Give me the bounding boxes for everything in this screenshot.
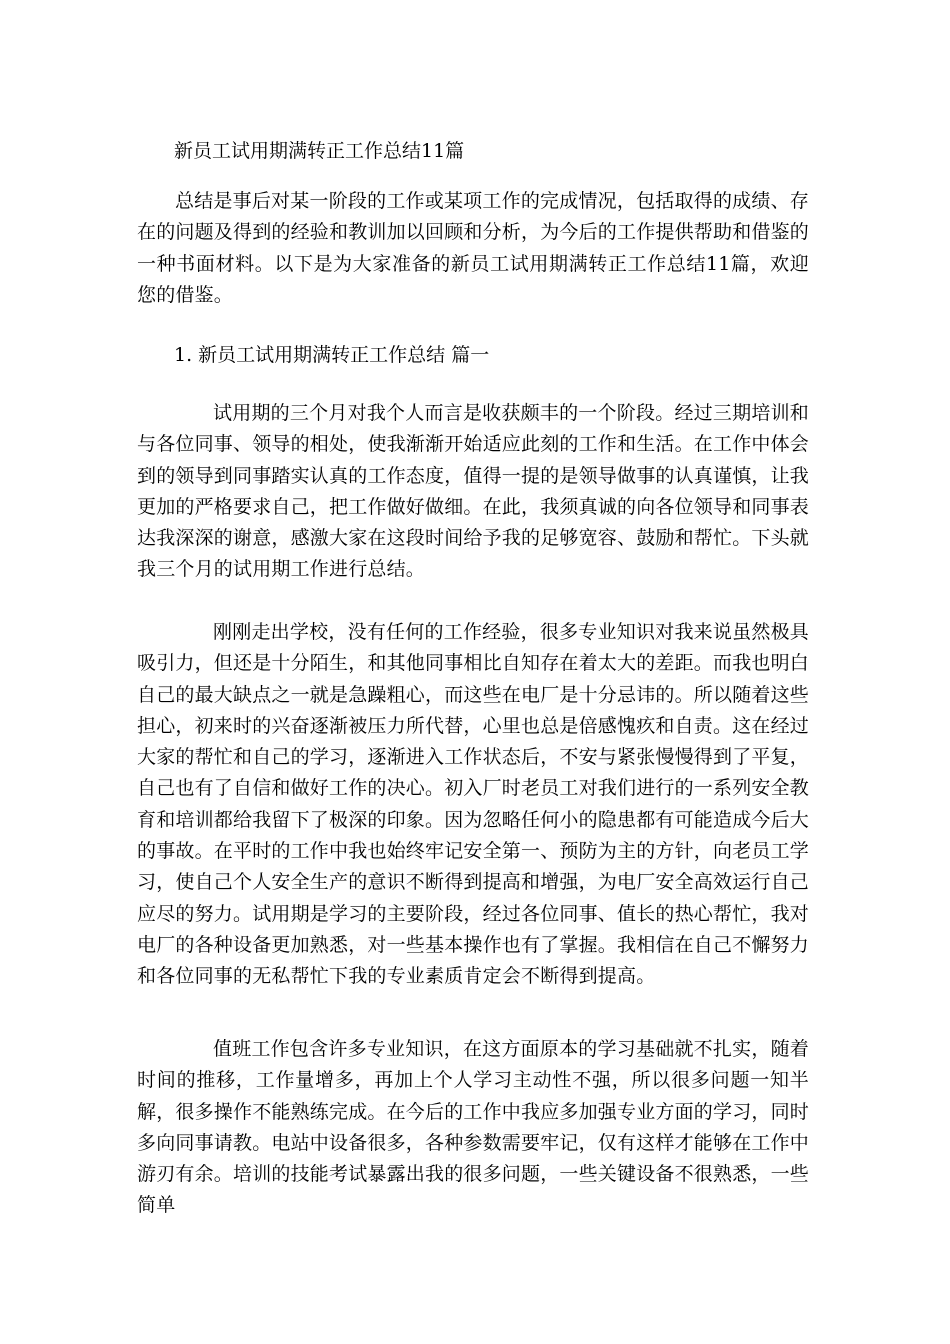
section-heading: 1. 新员工试用期满转正工作总结 篇一 <box>174 344 490 366</box>
body-paragraph-2: 刚刚走出学校，没有任何的工作经验，很多专业知识对我来说虽然极具吸引力，但还是十分陌生，和其他同事相比自知存在着太大的差距。而我也明白自己的最大缺点之一就是急躁粗心，而这些在电厂是十分忌讳的。所以随着这些担心，初来时的兴奋逐渐被压力所代替，心里也总是倍感愧疚和自责。这在经过大家的帮忙和自己的学习，逐渐进入工作状态后，不安与紧张慢慢得到了平复，自己也有了自信和做好工作的决心。初入厂时老员工对我们进行的一系列安全教育和培训都给我留下了极深的印象。因为忽略任何小的隐患都有可能造成今后大的事故。在平时的工作中我也始终牢记安全第一、预防为主的方针，向老员工学习，使自己个人安全生产的意识不断得到提高和增强，为电厂安全高效运行自己应尽的努力。试用期是学习的主要阶段，经过各位同事、值长的热心帮忙，我对电厂的各种设备更加熟悉，对一些基本操作也有了掌握。我相信在自己不懈努力和各位同事的无私帮忙下我的专业素质肯定会不断得到提高。 <box>137 621 810 988</box>
document-title: 新员工试用期满转正工作总结11篇 <box>174 140 465 162</box>
intro-paragraph: 总结是事后对某一阶段的工作或某项工作的完成情况，包括取得的成绩、存在的问题及得到的经验和教训加以回顾和分析，为今后的工作提供帮助和借鉴的一种书面材料。以下是为大家准备的新员工试用期满转正工作总结11篇，欢迎您的借鉴。 <box>137 190 810 306</box>
body-paragraph-3: 值班工作包含许多专业知识，在这方面原本的学习基础就不扎实，随着时间的推移，工作量增多，再加上个人学习主动性不强，所以很多问题一知半解，很多操作不能熟练完成。在今后的工作中我应多加强专业方面的学习，同时多向同事请教。电站中设备很多，各种参数需要牢记，仅有这样才能够在工作中游刃有余。培训的技能考试暴露出我的很多问题，一些关键设备不很熟悉，一些简单 <box>137 1038 810 1217</box>
body-paragraph-1: 试用期的三个月对我个人而言是收获颇丰的一个阶段。经过三期培训和与各位同事、领导的相处，使我渐渐开始适应此刻的工作和生活。在工作中体会到的领导到同事踏实认真的工作态度，值得一提的是领导做事的认真谨慎，让我更加的严格要求自己，把工作做好做细。在此，我须真诚的向各位领导和同事表达我深深的谢意，感激大家在这段时间给予我的足够宽容、鼓励和帮忙。下头就我三个月的试用期工作进行总结。 <box>137 402 810 581</box>
